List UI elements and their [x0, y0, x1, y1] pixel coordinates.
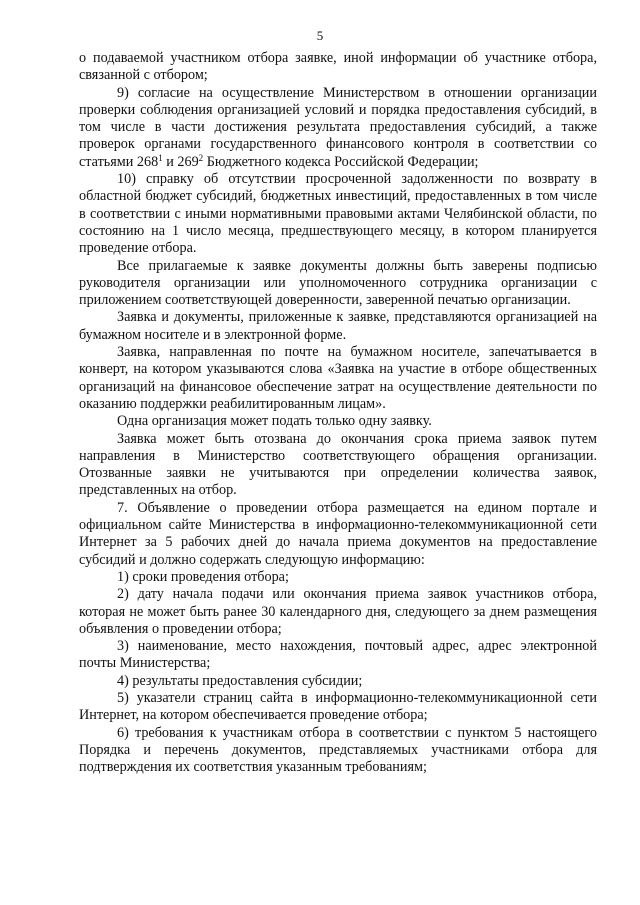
paragraph-section-7: 7. Объявление о проведении отбора размещается на едином портале и официальном сайте Министерства в информационно-телекоммуникационной сети Интернет за 5 рабочих дней до начала приема документов на предоставление субсидий и должно содержать следующую информацию: [79, 499, 597, 568]
article-superscript-2: 2 [198, 152, 204, 163]
paragraph-item-9-text: 9) согласие на осуществление Министерством в отношении организации проверки соблюдения организацией условий и порядка предоставления субсидий, в том числе в части достижения результата предоставления субсидий, а также проверок органами государственного финансового контроля в соответствии со статьями 268 [79, 84, 597, 170]
paragraph-item-9-end: Бюджетного кодекса Российской Федерации; [203, 153, 479, 170]
paragraph-documents-certification: Все прилагаемые к заявке документы должны быть заверены подписью руководителя организации или уполномоченного сотрудника организации с приложением соответствующей доверенности, заверенной печатью организации. [79, 257, 597, 309]
article-superscript-1: 1 [158, 152, 163, 163]
paragraph-continuation: о подаваемой участником отбора заявке, иной информации об участнике отбора, связанной с отбором; [79, 50, 597, 84]
list-item-3: 3) наименование, место нахождения, почтовый адрес, адрес электронной почты Министерства; [79, 638, 597, 672]
paragraph-submission-format: Заявка и документы, приложенные к заявке, представляются организацией на бумажном носителе и в электронной форме. [79, 309, 597, 343]
list-item-1: 1) сроки проведения отбора; [117, 568, 289, 585]
paragraph-postal-envelope: Заявка, направленная по почте на бумажном носителе, запечатывается в конверт, на котором указываются слова «Заявка на участие в отборе общественных организаций на финансовое обеспечение затрат на осуществление деятельности по оказанию поддержки реабилитированным лицам». [79, 344, 597, 412]
page-number: 5 [316, 28, 324, 43]
paragraph-withdrawal: Заявка может быть отозвана до окончания срока приема заявок путем направления в Министерство соответствующего обращения организации. Отозванные заявки не учитываются при определении количества заявок, представленных на отбор. [79, 430, 597, 499]
paragraph-item-10: 10) справку об отсутствии просроченной задолженности по возврату в областной бюджет субсидий, бюджетных инвестиций, предоставленных в том числе в соответствии с иными нормативными правовыми актами Челябинской области, по состоянию на 1 число месяца, предшествующего месяцу, в котором планируется проведение отбора. [79, 171, 597, 257]
list-item-5: 5) указатели страниц сайта в информационно-телекоммуникационной сети Интернет, на котором обеспечивается проведение отбора; [79, 689, 597, 724]
document-body [79, 50, 597, 776]
list-item-4: 4) результаты предоставления субсидии; [117, 672, 363, 689]
paragraph-item-9-and: и 269 [162, 153, 199, 170]
list-item-2: 2) дату начала подачи или окончания приема заявок участников отбора, которая не может быть ранее 30 календарного дня, следующего за днем размещения объявления о проведении отбора; [79, 586, 597, 637]
list-item-6: 6) требования к участникам отбора в соответствии с пунктом 5 настоящего Порядка и перечень документов, представляемых участниками отбора для подтверждения их соответствия указанным требованиям; [79, 724, 597, 776]
paragraph-item-9 [79, 85, 597, 171]
paragraph-one-application: Одна организация может подать только одну заявку. [117, 413, 432, 430]
